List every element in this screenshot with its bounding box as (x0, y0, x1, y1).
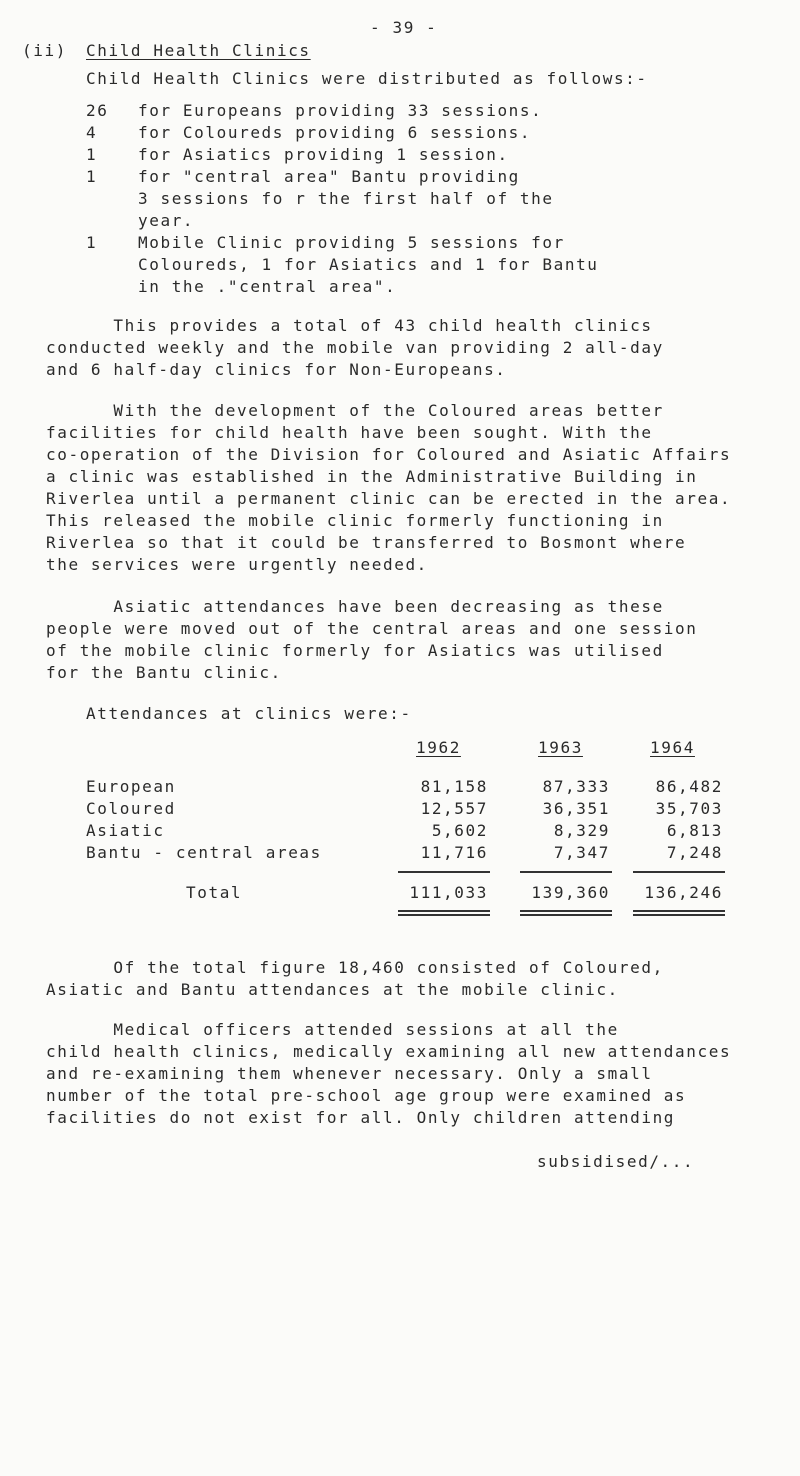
dist-count: 4 (86, 123, 98, 142)
row-label: Coloured (86, 799, 176, 818)
cell-value: 35,703 (655, 799, 723, 818)
total-double-rule (520, 910, 612, 912)
total-label: Total (186, 883, 243, 902)
attendances-intro: Attendances at clinics were:- (86, 704, 412, 723)
paragraph-line: Riverlea until a permanent clinic can be erected in the area. (46, 489, 732, 508)
paragraph-line: number of the total pre-school age group were examined as (46, 1086, 687, 1105)
paragraph-line: of the mobile clinic formerly for Asiatics was utilised (46, 641, 664, 660)
cell-value: 87,333 (542, 777, 610, 796)
cell-value: 11,716 (420, 843, 488, 862)
dist-count: 26 (86, 101, 109, 120)
paragraph-line: Riverlea so that it could be transferred to Bosmont where (46, 533, 687, 552)
section-marker: (ii) (22, 41, 67, 60)
paragraph-line: a clinic was established in the Administrative Building in (46, 467, 698, 486)
paragraph-line: With the development of the Coloured areas better (46, 401, 664, 420)
dist-count: 1 (86, 145, 98, 164)
year-header: 1964 (650, 738, 695, 757)
dist-text: Mobile Clinic providing 5 sessions for (138, 233, 565, 252)
cell-value: 8,329 (553, 821, 610, 840)
section-heading: Child Health Clinics (86, 41, 311, 60)
cell-value: 5,602 (431, 821, 488, 840)
total-value: 136,246 (644, 883, 723, 902)
dist-text: Coloureds, 1 for Asiatics and 1 for Bantu (138, 255, 599, 274)
paragraph-line: facilities for child health have been sought. With the (46, 423, 653, 442)
dist-text: for "central area" Bantu providing (138, 167, 520, 186)
paragraph-line: co-operation of the Division for Coloured and Asiatic Affairs (46, 445, 732, 464)
dist-text: for Coloureds providing 6 sessions. (138, 123, 532, 142)
intro-line: Child Health Clinics were distributed as follows:- (86, 69, 648, 88)
cell-value: 36,351 (542, 799, 610, 818)
dist-count: 1 (86, 233, 98, 252)
paragraph-line: child health clinics, medically examining all new attendances (46, 1042, 732, 1061)
row-label: Asiatic (86, 821, 165, 840)
total-double-rule (633, 910, 725, 912)
row-label: European (86, 777, 176, 796)
dist-text: for Europeans providing 33 sessions. (138, 101, 543, 120)
paragraph-line: people were moved out of the central areas and one session (46, 619, 698, 638)
cell-value: 12,557 (420, 799, 488, 818)
dist-text: year. (138, 211, 195, 230)
year-header: 1963 (538, 738, 583, 757)
total-value: 139,360 (531, 883, 610, 902)
paragraph-line: Of the total figure 18,460 consisted of Coloured, (46, 958, 664, 977)
sum-rule (633, 871, 725, 873)
paragraph-line: facilities do not exist for all. Only children attending (46, 1108, 676, 1127)
dist-count: 1 (86, 167, 98, 186)
cell-value: 81,158 (420, 777, 488, 796)
paragraph-line: This provides a total of 43 child health clinics (46, 316, 653, 335)
paragraph-line: Medical officers attended sessions at all the (46, 1020, 619, 1039)
dist-text: for Asiatics providing 1 session. (138, 145, 509, 164)
cell-value: 7,248 (666, 843, 723, 862)
cell-value: 86,482 (655, 777, 723, 796)
cell-value: 6,813 (666, 821, 723, 840)
total-double-rule (633, 914, 725, 916)
sum-rule (398, 871, 490, 873)
paragraph-line: Asiatic attendances have been decreasing as these (46, 597, 664, 616)
paragraph-line: This released the mobile clinic formerly functioning in (46, 511, 664, 530)
paragraph-line: conducted weekly and the mobile van providing 2 all-day (46, 338, 664, 357)
total-value: 111,033 (409, 883, 488, 902)
row-label: Bantu - central areas (86, 843, 322, 862)
total-double-rule (398, 914, 490, 916)
paragraph-line: and re-examining them whenever necessary. Only a small (46, 1064, 653, 1083)
paragraph-line: the services were urgently needed. (46, 555, 428, 574)
dist-text: 3 sessions fo r the first half of the (138, 189, 554, 208)
paragraph-line: for the Bantu clinic. (46, 663, 282, 682)
total-double-rule (398, 910, 490, 912)
cell-value: 7,347 (553, 843, 610, 862)
catchword: subsidised/... (537, 1152, 695, 1171)
paragraph-line: Asiatic and Bantu attendances at the mobile clinic. (46, 980, 619, 999)
page-number: - 39 - (370, 18, 438, 37)
total-double-rule (520, 914, 612, 916)
sum-rule (520, 871, 612, 873)
paragraph-line: and 6 half-day clinics for Non-Europeans. (46, 360, 507, 379)
dist-text: in the ."central area". (138, 277, 397, 296)
year-header: 1962 (416, 738, 461, 757)
